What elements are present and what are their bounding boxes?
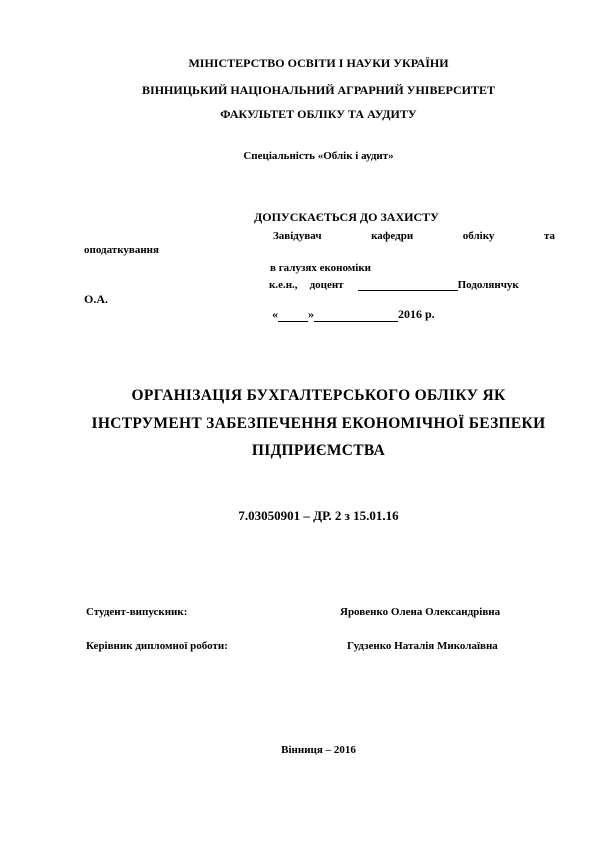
signature-blank — [358, 279, 458, 291]
date-close-quote: » — [308, 307, 314, 321]
head-of-department-line — [273, 230, 555, 242]
thesis-title-line-3: ПІДПРИЄМСТВА — [251, 442, 386, 459]
degree-text: к.е.н., — [269, 279, 298, 291]
head-word-3: обліку — [462, 230, 495, 242]
university-heading: ВІННИЦЬКИЙ НАЦІОНАЛЬНИЙ АГРАРНИЙ УНІВЕРСИТЕТ — [142, 83, 495, 97]
approval-heading: ДОПУСКАЄТЬСЯ ДО ЗАХИСТУ — [254, 210, 439, 224]
faculty-heading: ФАКУЛЬТЕТ ОБЛІКУ ТА АУДИТУ — [220, 107, 417, 121]
sectors-text: в галузях економіки — [270, 262, 372, 274]
student-name: Яровенко Олена Олександрівна — [340, 606, 501, 618]
head-word-2: кафедри — [371, 230, 414, 242]
signature-line — [269, 279, 555, 291]
specialty-line: Спеціальність «Облік і аудит» — [243, 150, 394, 162]
supervisor-name: Гудзенко Наталія Миколаївна — [347, 640, 498, 652]
position-text: доцент — [309, 279, 344, 291]
student-label: Студент-випускник: — [86, 606, 188, 618]
date-year: 2016 р. — [398, 307, 435, 321]
day-blank — [278, 310, 308, 322]
month-blank — [314, 310, 398, 322]
ministry-heading: МІНІСТЕРСТВО ОСВІТИ І НАУКИ УКРАЇНИ — [188, 56, 449, 70]
taxation-text: оподаткування — [84, 244, 159, 256]
date-open-quote: « — [272, 307, 278, 321]
city-year: Вінниця – 2016 — [281, 744, 356, 756]
thesis-title-line-1: ОРГАНІЗАЦІЯ БУХГАЛТЕРСЬКОГО ОБЛІКУ ЯК — [131, 387, 506, 404]
name-tail-text: Подолянчук — [457, 279, 519, 291]
initials-text: О.А. — [84, 292, 108, 306]
head-word-1: Завідувач — [273, 230, 322, 242]
document-code: 7.03050901 – ДР. 2 з 15.01.16 — [238, 508, 399, 523]
head-word-4: та — [543, 230, 555, 242]
thesis-title-line-2: ІНСТРУМЕНТ ЗАБЕЗПЕЧЕННЯ ЕКОНОМІЧНОЇ БЕЗПЕКИ — [91, 415, 546, 432]
date-line — [272, 307, 435, 322]
supervisor-label: Керівник дипломної роботи: — [86, 640, 228, 652]
